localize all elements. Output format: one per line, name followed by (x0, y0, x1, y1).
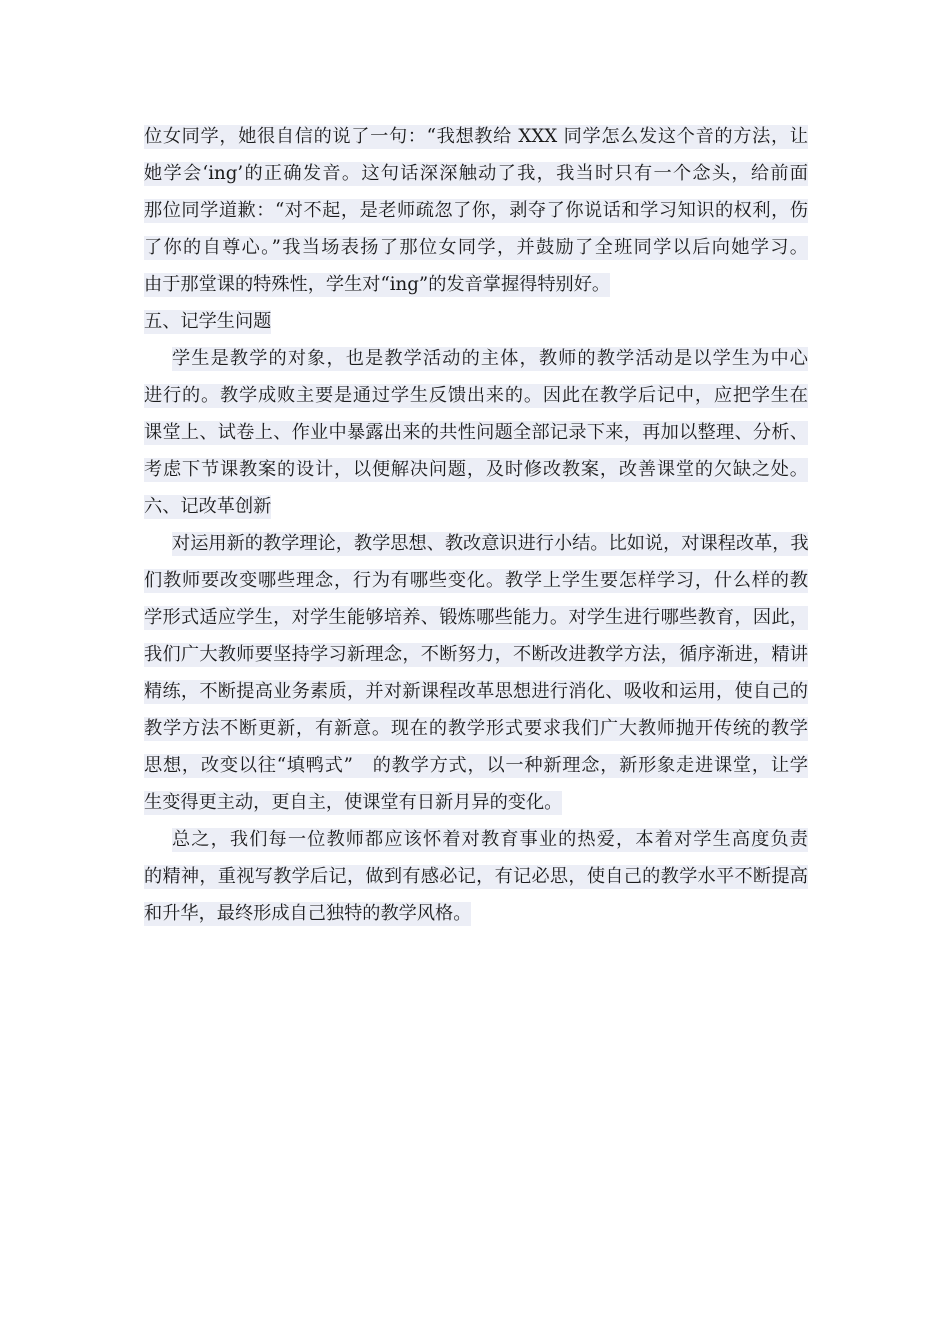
heading-text: 六、记改革创新 (144, 496, 272, 517)
line-text: 生变得更主动，更自主，使课堂有日新月异的变化。 (144, 792, 563, 813)
text-line (144, 340, 808, 377)
line-text: 学生是教学的对象，也是教学活动的主体，教师的教学活动是以学生为中心 (172, 348, 808, 369)
section-heading-6 (144, 488, 808, 525)
paragraph-reform-innovation (144, 525, 808, 821)
paragraph-conclusion (144, 821, 808, 932)
line-text: 进行的。教学成败主要是通过学生反馈出来的。因此在教学后记中，应把学生在 (144, 385, 808, 406)
paragraph-student-problems (144, 340, 808, 488)
line-text: 那位同学道歉：“对不起，是老师疏忽了你，剥夺了你说话和学习知识的权利，伤 (144, 200, 808, 221)
text-line (144, 895, 808, 932)
line-text: 了你的自尊心。”我当场表扬了那位女同学，并鼓励了全班同学以后向她学习。 (144, 237, 808, 258)
text-line (144, 414, 808, 451)
heading-text: 五、记学生问题 (144, 311, 272, 332)
text-line (144, 266, 808, 303)
line-text: 她学会‘ing’的正确发音。这句话深深触动了我，我当时只有一个念头，给前面 (144, 163, 808, 184)
text-line (144, 673, 808, 710)
line-text: 总之，我们每一位教师都应该怀着对教育事业的热爱，本着对学生高度负责 (172, 829, 808, 850)
line-text: 思想，改变以往“填鸭式” 的教学方式，以一种新理念，新形象走进课堂，让学 (144, 755, 808, 776)
line-text: 学形式适应学生，对学生能够培养、锻炼哪些能力。对学生进行哪些教育，因此， (144, 607, 808, 628)
line-text: 考虑下节课教案的设计，以便解决问题，及时修改教案，改善课堂的欠缺之处。 (144, 459, 808, 480)
text-line (144, 599, 808, 636)
document-body (144, 118, 808, 932)
line-text: 课堂上、试卷上、作业中暴露出来的共性问题全部记录下来，再加以整理、分析、 (144, 422, 808, 443)
text-line (144, 636, 808, 673)
text-line (144, 451, 808, 488)
text-line (144, 192, 808, 229)
line-text: 精练，不断提高业务素质，并对新课程改革思想进行消化、吸收和运用，使自己的 (144, 681, 808, 702)
line-text: 对运用新的教学理论，教学思想、教改意识进行小结。比如说，对课程改革，我 (172, 533, 809, 554)
paragraph-intro-continued (144, 118, 808, 303)
text-line (144, 562, 808, 599)
text-line (144, 784, 808, 821)
text-line (144, 525, 808, 562)
line-text: 的精神，重视写教学后记，做到有感必记，有记必思，使自己的教学水平不断提高 (144, 866, 808, 887)
text-line (144, 710, 808, 747)
text-line (144, 747, 808, 784)
text-line (144, 858, 808, 895)
text-line (144, 229, 808, 266)
text-line (144, 821, 808, 858)
line-text: 我们广大教师要坚持学习新理念，不断努力，不断改进教学方法，循序渐进，精讲 (144, 644, 808, 665)
line-text: 由于那堂课的特殊性，学生对“ing”的发音掌握得特别好。 (144, 274, 611, 295)
text-line (144, 118, 808, 155)
line-text: 们教师要改变哪些理念，行为有哪些变化。教学上学生要怎样学习，什么样的教 (144, 570, 808, 591)
line-text: 和升华，最终形成自己独特的教学风格。 (144, 903, 472, 924)
text-line (144, 155, 808, 192)
line-text: 教学方法不断更新，有新意。现在的教学形式要求我们广大教师抛开传统的教学 (144, 718, 808, 739)
section-heading-5 (144, 303, 808, 340)
text-line (144, 377, 808, 414)
line-text: 位女同学，她很自信的说了一句：“我想教给 XXX 同学怎么发这个音的方法，让 (144, 126, 808, 147)
